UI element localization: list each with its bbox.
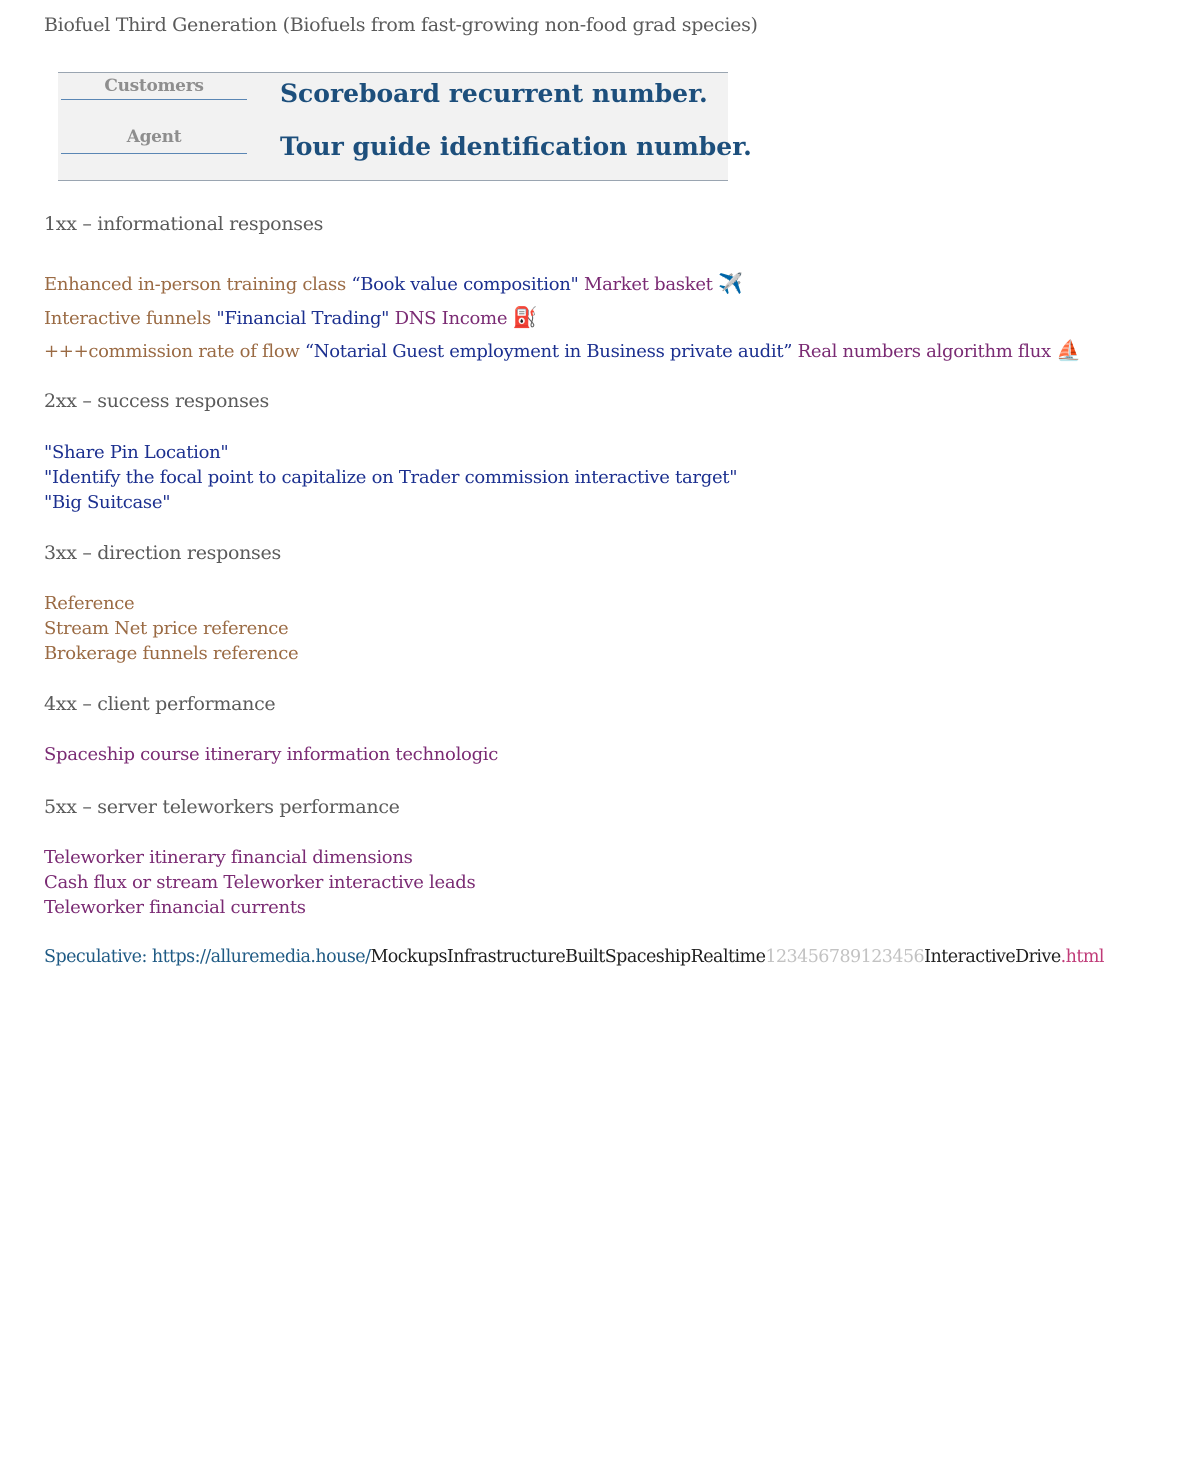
customers-value: Scoreboard recurrent number. xyxy=(280,79,708,108)
speculative-url-ext[interactable]: .html xyxy=(1060,947,1104,967)
info-line-3-b: “Notarial Guest employment in Business private audit” xyxy=(304,341,793,362)
speculative-label: Speculative: xyxy=(44,947,152,967)
speculative-url-digits[interactable]: 123456789123456 xyxy=(765,947,925,967)
agent-line xyxy=(61,153,247,154)
agent-value: Tour guide identification number. xyxy=(280,132,752,161)
server-line-2: Cash flux or stream Teleworker interactive leads xyxy=(44,872,476,893)
info-line-1 xyxy=(44,271,743,295)
server-line-1: Teleworker itinerary financial dimensions xyxy=(44,847,413,868)
client-line-1: Spaceship course itinerary information technologic xyxy=(44,744,499,765)
info-line-3-a: +++commission rate of flow xyxy=(44,341,300,362)
info-line-2-a: Interactive funnels xyxy=(44,308,211,329)
section-1xx-heading: 1xx – informational responses xyxy=(44,213,324,235)
info-line-1-a: Enhanced in-person training class xyxy=(44,274,346,295)
speculative-url-base[interactable]: https://alluremedia.house/ xyxy=(151,947,371,967)
info-line-2-c: DNS Income xyxy=(394,308,508,329)
direction-line-2: Stream Net price reference xyxy=(44,618,289,639)
airplane-icon: ✈️ xyxy=(718,271,743,295)
section-5xx-heading: 5xx – server teleworkers performance xyxy=(44,796,400,818)
speculative-url-path[interactable]: MockupsInfrastructureBuiltSpaceshipRealtime xyxy=(370,947,766,967)
direction-line-3: Brokerage funnels reference xyxy=(44,643,299,664)
success-line-2: "Identify the focal point to capitalize on Trader commission interactive target" xyxy=(44,467,738,488)
success-line-1: "Share Pin Location" xyxy=(44,442,229,463)
section-2xx-heading: 2xx – success responses xyxy=(44,390,269,412)
info-line-1-c: Market basket xyxy=(583,274,713,295)
info-line-2-b: "Financial Trading" xyxy=(216,308,390,329)
agent-label: Agent xyxy=(126,127,182,147)
section-3xx-heading: 3xx – direction responses xyxy=(44,542,281,564)
success-line-3: "Big Suitcase" xyxy=(44,492,171,513)
section-4xx-heading: 4xx – client performance xyxy=(44,693,276,715)
id-box xyxy=(58,72,752,181)
info-line-2 xyxy=(44,305,538,329)
page-title: Biofuel Third Generation (Biofuels from fast-growing non-food grad species) xyxy=(44,14,758,36)
speculative-url-tail[interactable]: InteractiveDrive xyxy=(924,947,1061,967)
info-line-3-c: Real numbers algorithm flux xyxy=(797,341,1051,362)
info-line-3 xyxy=(44,338,1081,362)
fuel-pump-icon: ⛽ xyxy=(512,305,538,329)
customers-label: Customers xyxy=(104,76,204,96)
direction-line-1: Reference xyxy=(44,593,135,614)
sailboat-icon: ⛵ xyxy=(1056,338,1082,362)
customers-line xyxy=(61,99,247,100)
server-line-3: Teleworker financial currents xyxy=(44,897,306,918)
info-line-1-b: “Book value composition" xyxy=(351,274,579,295)
speculative-url-line xyxy=(44,947,1104,967)
